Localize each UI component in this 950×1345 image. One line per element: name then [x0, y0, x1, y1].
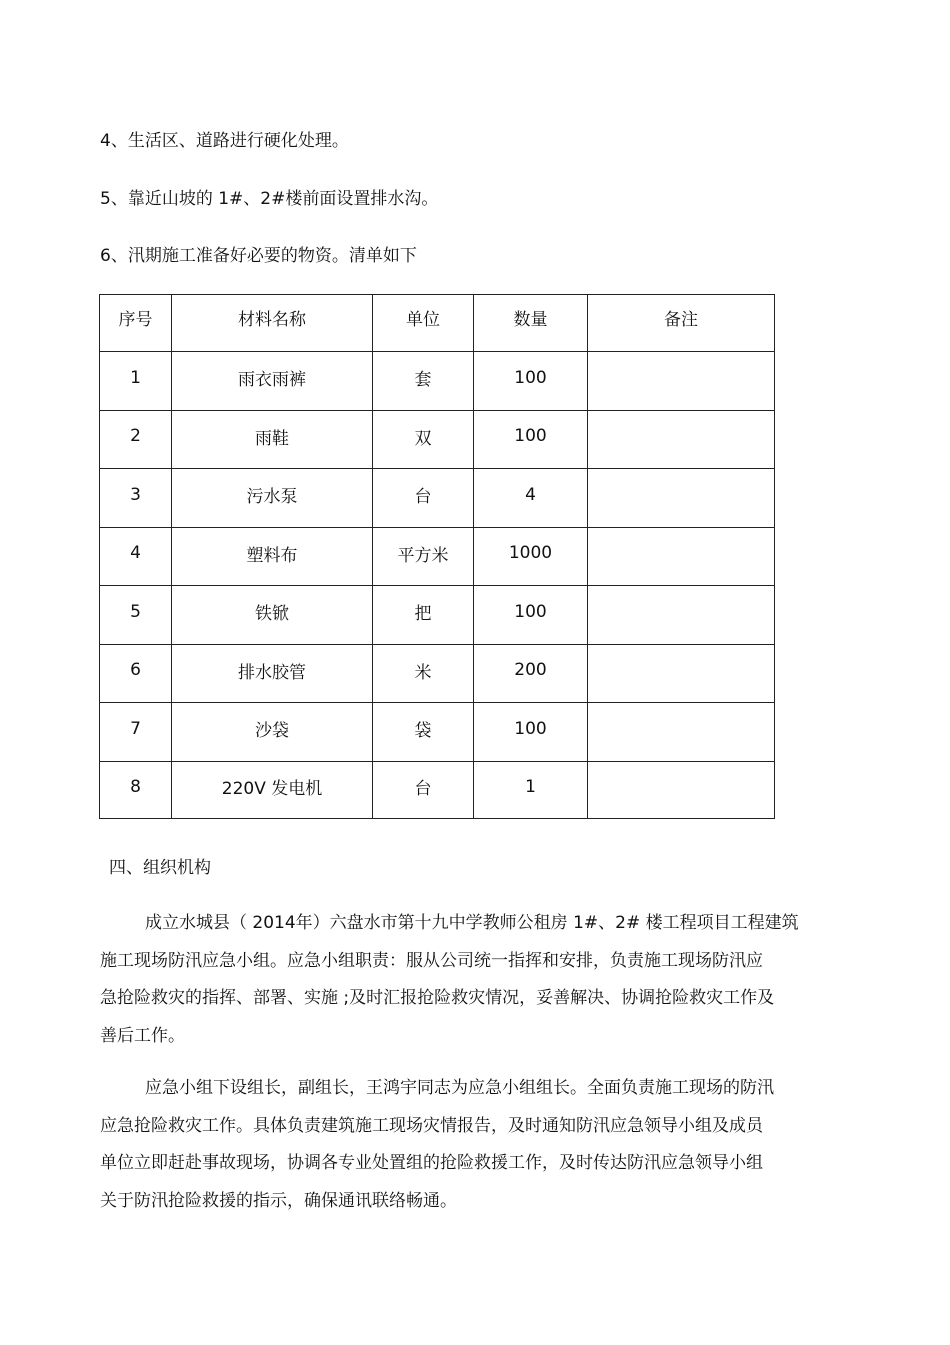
- table-row: [100, 469, 775, 528]
- cell-remarks: [588, 410, 775, 469]
- paragraph-line: 应急抢险救灾工作。具体负责建筑施工现场灾情报告，及时通知防汛应急领导小组及成员: [100, 1115, 763, 1136]
- cell-material-name: 排水胶管: [172, 644, 373, 703]
- cell-material-name: 220V 发电机: [172, 761, 373, 818]
- cell-quantity: 200: [474, 644, 588, 703]
- cell-remarks: [588, 469, 775, 528]
- cell-remarks: [588, 644, 775, 703]
- cell-unit: 双: [373, 410, 474, 469]
- cell-index: 1: [100, 352, 172, 411]
- paragraph-line: 急抢险救灾的指挥、部署、实施 ;及时汇报抢险救灾情况，妥善解决、协调抢险救灾工作及: [100, 988, 775, 1008]
- cell-index: 7: [100, 703, 172, 762]
- cell-remarks: [588, 352, 775, 411]
- cell-unit: 平方米: [373, 527, 474, 586]
- table-row: [100, 352, 775, 411]
- list-item-5: 5、靠近山坡的 1#、2#楼前面设置排水沟。: [100, 189, 439, 209]
- cell-material-name: 污水泵: [172, 469, 373, 528]
- header-unit: 单位: [373, 295, 474, 352]
- cell-material-name: 沙袋: [172, 703, 373, 762]
- cell-unit: 袋: [373, 703, 474, 762]
- table-row: [100, 586, 775, 645]
- cell-index: 6: [100, 644, 172, 703]
- cell-material-name: 铁锨: [172, 586, 373, 645]
- cell-quantity: 100: [474, 703, 588, 762]
- cell-quantity: 100: [474, 410, 588, 469]
- header-remarks: 备注: [588, 295, 775, 352]
- cell-unit: 米: [373, 644, 474, 703]
- cell-unit: 套: [373, 352, 474, 411]
- header-material-name: 材料名称: [172, 295, 373, 352]
- cell-quantity: 1000: [474, 527, 588, 586]
- cell-unit: 台: [373, 469, 474, 528]
- cell-quantity: 100: [474, 352, 588, 411]
- cell-quantity: 100: [474, 586, 588, 645]
- cell-remarks: [588, 586, 775, 645]
- paragraph-line: 关于防汛抢险救援的指示，确保通讯联络畅通。: [100, 1190, 457, 1211]
- list-item-6: 6、汛期施工准备好必要的物资。清单如下: [100, 246, 417, 266]
- paragraph-line: 施工现场防汛应急小组。应急小组职责：服从公司统一指挥和安排，负责施工现场防汛应: [100, 950, 763, 971]
- materials-table: [99, 294, 775, 819]
- cell-remarks: [588, 761, 775, 818]
- table-row: [100, 761, 775, 818]
- table-row: [100, 410, 775, 469]
- paragraph-team-leader: [100, 1070, 860, 1220]
- paragraph-line: 单位立即赶赴事故现场，协调各专业处置组的抢险救援工作，及时传达防汛应急领导小组: [100, 1153, 763, 1173]
- list-item-4: 4、生活区、道路进行硬化处理。: [100, 131, 349, 151]
- cell-index: 5: [100, 586, 172, 645]
- header-index: 序号: [100, 295, 172, 352]
- cell-unit: 把: [373, 586, 474, 645]
- table-row: [100, 703, 775, 762]
- cell-material-name: 雨鞋: [172, 410, 373, 469]
- paragraph-line: 善后工作。: [100, 1025, 185, 1046]
- header-quantity: 数量: [474, 295, 588, 352]
- cell-quantity: 4: [474, 469, 588, 528]
- paragraph-line: 应急小组下设组长，副组长，王鸿宇同志为应急小组组长。全面负责施工现场的防汛: [145, 1078, 774, 1098]
- cell-index: 8: [100, 761, 172, 818]
- table-row: [100, 644, 775, 703]
- cell-index: 2: [100, 410, 172, 469]
- cell-remarks: [588, 703, 775, 762]
- cell-material-name: 雨衣雨裤: [172, 352, 373, 411]
- cell-material-name: 塑料布: [172, 527, 373, 586]
- cell-index: 4: [100, 527, 172, 586]
- paragraph-organization: [100, 905, 860, 1055]
- paragraph-line: 成立水城县（ 2014年）六盘水市第十九中学教师公租房 1#、2# 楼工程项目工程建筑: [145, 913, 799, 933]
- table-header-row: [100, 295, 775, 352]
- section-heading: 四、组织机构: [109, 858, 211, 878]
- cell-remarks: [588, 527, 775, 586]
- cell-quantity: 1: [474, 761, 588, 818]
- cell-index: 3: [100, 469, 172, 528]
- cell-unit: 台: [373, 761, 474, 818]
- table-row: [100, 527, 775, 586]
